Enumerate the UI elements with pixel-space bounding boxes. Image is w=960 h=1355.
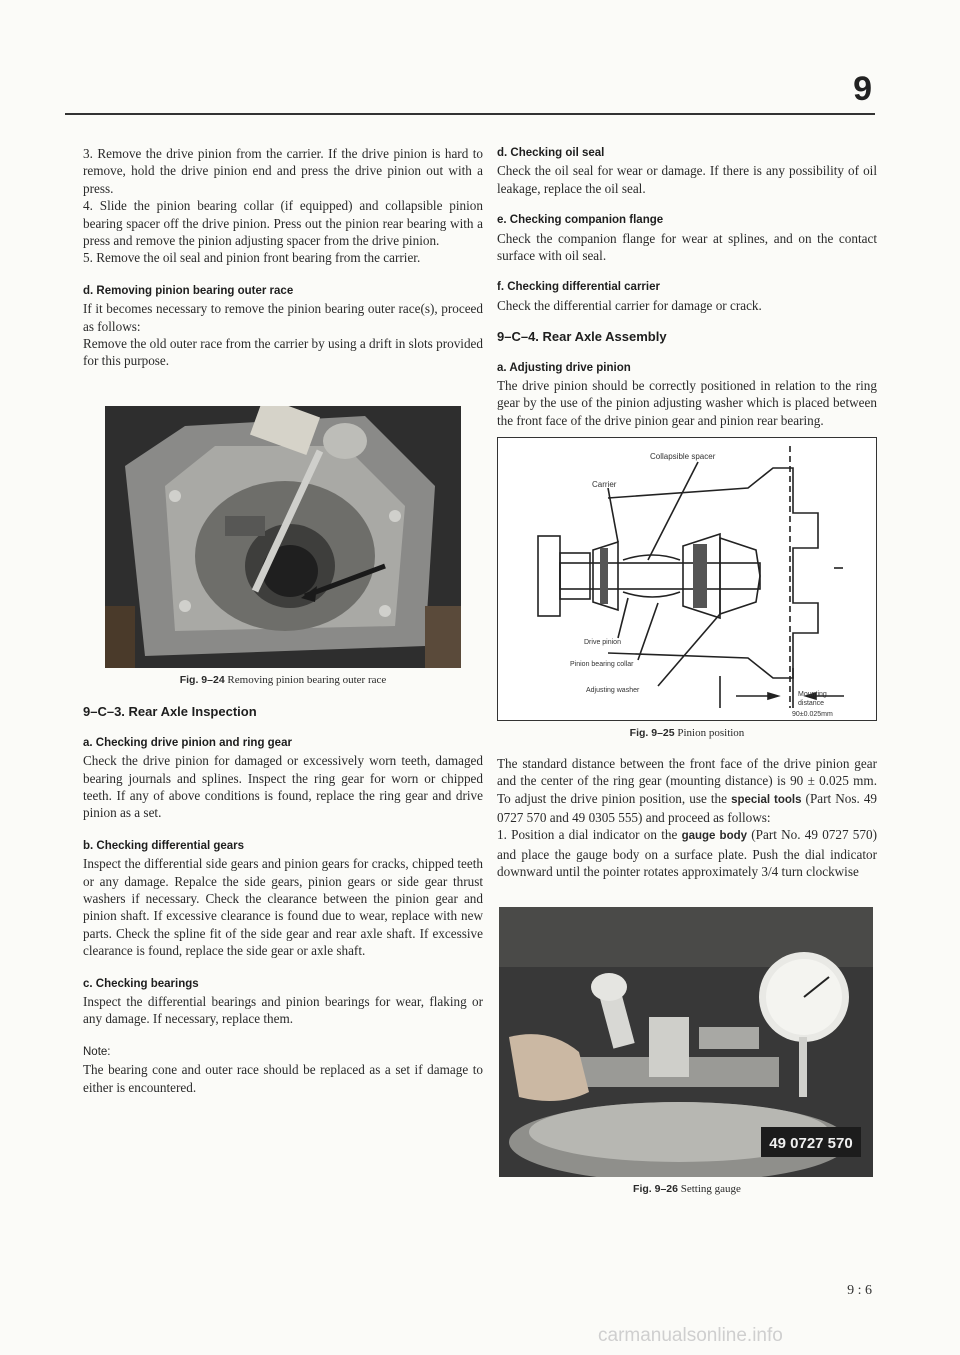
fig-9-25-caption [497,725,877,742]
fig-9-26-label: Fig. 9–26 [633,1182,678,1195]
subheading-checking-bearings: c. Checking bearings [83,977,199,990]
paragraph-drive-pinion-ring-gear: Check the drive pinion for damaged or excessively worn teeth, damaged bearing journals and splines. Inspect the ring gear for worn or chipped teeth. If any of above conditions is found, replace the ring gear and drive pinion as a set. [83,753,483,821]
paragraph-oil-seal: Check the oil seal for wear or damage. If there is any possibility of oil leakage, replace the oil seal. [497,163,877,196]
paragraph-step-5: 5. Remove the oil seal and pinion front bearing from the carrier. [83,250,421,266]
paragraph-outer-race-1: If it becomes necessary to remove the pinion bearing outer race(s), proceed as follows: [83,301,483,334]
paragraph-companion-flange: Check the companion flange for wear at splines, and on the contact surface with oil seal. [497,230,877,264]
note-paragraph: The bearing cone and outer race should be replaced as a set if damage to either is encountered. [83,1062,483,1095]
label-collapsible-spacer: Collapsible spacer [650,452,716,462]
subheading-oil-seal: d. Checking oil seal [497,147,605,159]
gauge-body-term: gauge body [681,830,748,843]
setting-gauge-illustration [499,907,873,1177]
header-rule [65,113,875,115]
subheading-adjusting-drive-pinion: a. Adjusting drive pinion [497,361,631,374]
fig-9-26-caption [497,1181,877,1198]
special-tools-term: special tools [731,793,802,806]
step-1-text-2: (Part No. 49 0727 570) and place the gauge body on a surface plate. Push the dial indicator downward until the pointer rotates approximately 3/4 turn clockwise [497,827,877,880]
label-adjusting-washer: Adjusting washer [586,687,640,695]
section-heading-rear-axle-assembly: 9–C–4. Rear Axle Assembly [497,329,667,345]
paragraph-differential-carrier: Check the differential carrier for damage or crack. [497,297,762,313]
fig-9-25-caption-text: Pinion position [677,727,745,740]
carrier-housing-illustration [105,406,461,668]
paragraph-step-1 [497,826,877,880]
label-dimension: 90±0.025mm [792,711,833,719]
label-carrier: Carrier [592,480,617,490]
std-distance-text-2: (Part Nos. 49 0727 570 and 49 0305 555) and proceed as follows: [497,790,878,825]
subheading-differential-carrier: f. Checking differential carrier [497,281,660,294]
watermark-text: carmanualsonline.info [598,1325,783,1346]
std-distance-text-1: The standard distance between the front face of the drive pinion gear and the center of the ring gear (mounting distance) is 90 ± 0.025 mm. To adjust the drive pinion position, use the [497,755,877,806]
paragraph-adjusting-drive-pinion: The drive pinion should be correctly positioned in relation to the ring gear by the use of the pinion adjusting washer which is placed between the front face of the drive pinion gear and pinion rear bearing. [497,378,877,428]
step-1-text-1: 1. Position a dial indicator on the [497,827,678,843]
left-column [83,145,483,1096]
part-number-tag: 49 0727 570 [769,1134,853,1152]
fig-9-25-diagram [497,437,877,721]
section-heading-rear-axle-inspection: 9–C–3. Rear Axle Inspection [83,704,257,720]
paragraph-differential-gears: Inspect the differential side gears and pinion gears for cracks, chipped teeth or any damage. Repalce the side gears, pinion gears or side gear thrust washers if necessary. Check the clearance between the pinion gear and pinion shaft. If excessive clearance is found due to wear, replace with new parts. Check the spline fit of the side gear and rear axle shaft. If excessive clearance is found, replace the side gear or axle shaft. [83,856,483,959]
fig-9-26-caption-text: Setting gauge [680,1182,741,1195]
subheading-differential-gears: b. Checking differential gears [83,839,245,852]
paragraph-standard-distance [497,755,877,827]
label-pinion-bearing-collar: Pinion bearing collar [570,661,634,669]
subheading-drive-pinion-ring-gear: a. Checking drive pinion and ring gear [83,736,292,749]
right-column [497,145,877,1198]
fig-9-24-label: Fig. 9–24 [179,673,225,686]
fig-9-24-photo [105,406,461,668]
chapter-number: 9 [853,70,872,108]
paragraph-outer-race-2: Remove the old outer race from the carrier by using a drift in slots provided for this purpose. [83,336,483,369]
page-number: 9 : 6 [847,1283,872,1298]
fig-9-26-photo [499,907,873,1177]
pinion-position-drawing [498,438,876,720]
note-heading: Note: [83,1045,111,1058]
paragraph-checking-bearings: Inspect the differential bearings and pinion bearings for wear, flaking or any damage. If necessary, replace them. [83,993,483,1027]
fig-9-25-label: Fig. 9–25 [629,727,675,740]
subheading-companion-flange: e. Checking companion flange [497,214,664,227]
label-mounting: Mounting [798,691,827,699]
label-distance: distance [798,700,825,708]
paragraph-step-3: 3. Remove the drive pinion from the carrier. If the drive pinion is hard to remove, hold the drive pinion end and press the drive pinion out with a press. [83,146,483,196]
label-drive-pinion: Drive pinion [584,639,621,647]
fig-9-24-caption [83,672,483,689]
fig-9-24-caption-text: Removing pinion bearing outer race [227,673,387,686]
paragraph-step-4: 4. Slide the pinion bearing collar (if equipped) and collapsible pinion bearing spacer off the drive pinion. Press out the pinion rear bearing with a press and remove the pinion adjusting spacer from the drive pinion. [83,198,483,249]
subheading-removing-outer-race: d. Removing pinion bearing outer race [83,284,294,297]
